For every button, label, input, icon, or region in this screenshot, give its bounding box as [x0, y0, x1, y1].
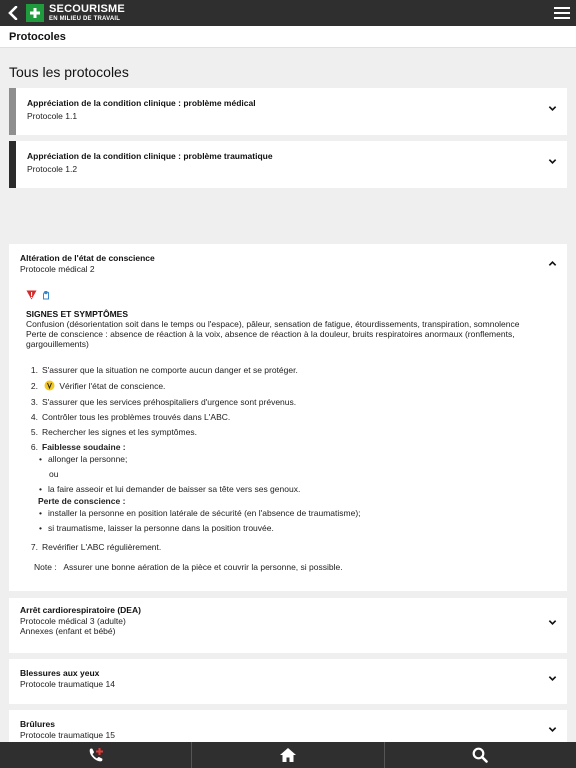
weakness-bullet-2: • la faire asseoir et lui demander de baisser sa tête vers ses genoux. [48, 484, 300, 494]
card-subtitle: Protocole médical 3 (adulte) [20, 616, 126, 626]
first-aid-logo-icon [26, 4, 44, 22]
weakness-or: ou [49, 469, 59, 479]
tab-home[interactable] [192, 742, 384, 768]
protocol-card-medical-3[interactable] [9, 598, 567, 653]
main-content[interactable] [0, 48, 576, 742]
protocol-card-medical-2[interactable] [9, 244, 567, 591]
card-subtitle: Protocole traumatique 14 [20, 679, 115, 689]
chevron-down-icon[interactable] [548, 104, 557, 113]
note-text: Assurer une bonne aération de la pièce et couvrir la personne, si possible. [63, 562, 343, 572]
card-title: Brûlures [20, 719, 55, 729]
signs-heading: SIGNES ET SYMPTÔMES [26, 309, 129, 319]
card-subtitle: Protocole traumatique 15 [20, 730, 115, 740]
chevron-up-icon[interactable] [548, 259, 557, 268]
brand-title: SECOURISME [49, 3, 125, 15]
warning-triangle-icon [26, 290, 37, 300]
tab-emergency-call[interactable] [0, 742, 192, 768]
card-accent [9, 88, 16, 135]
badges [26, 290, 51, 300]
weakness-bullet-1: • allonger la personne; [48, 454, 127, 464]
step-7: 7. Revérifier L'ABC régulièrement. [30, 542, 162, 552]
chevron-down-icon[interactable] [548, 618, 557, 627]
loss-bullet-2: • si traumatisme, laisser la personne dans la position trouvée. [48, 523, 274, 533]
consciousness-check-icon [44, 380, 55, 391]
chevron-down-icon[interactable] [548, 725, 557, 734]
card-subtitle: Protocole médical 2 [20, 264, 95, 274]
card-subtitle: Protocole 1.2 [27, 164, 78, 174]
signs-line: Confusion (désorientation soit dans le temps ou l'espace), pâleur, sensation de fatigue, étourdissements, transpiration, somnolence [26, 319, 520, 329]
card-title: Appréciation de la condition clinique : problème traumatique [27, 151, 273, 161]
step-1: 1. S'assurer que la situation ne comporte aucun danger et se protéger. [30, 365, 298, 375]
glove-icon [41, 290, 51, 300]
phone-plus-icon [87, 747, 105, 763]
top-bar [0, 0, 576, 26]
note-label: Note : [34, 562, 57, 572]
card-title: Appréciation de la condition clinique : problème médical [27, 98, 256, 108]
signs-line: Perte de conscience : absence de réaction à la voix, absence de réaction à la douleur, bruits respiratoires anormaux (ronflements, gargouillements) [26, 329, 515, 350]
step-6: 6. Faiblesse soudaine : [30, 442, 126, 452]
chevron-down-icon[interactable] [548, 157, 557, 166]
protocol-card-trauma-15[interactable] [9, 710, 567, 742]
search-icon [472, 747, 488, 763]
card-accent [9, 141, 16, 188]
tab-search[interactable] [385, 742, 576, 768]
page-header [0, 26, 576, 48]
step-4: 4. Contrôler tous les problèmes trouvés dans L'ABC. [30, 412, 231, 422]
protocol-card-trauma-14[interactable] [9, 659, 567, 704]
card-subtitle: Annexes (enfant et bébé) [20, 626, 116, 636]
card-subtitle: Protocole 1.1 [27, 111, 78, 121]
step-3: 3. S'assurer que les services préhospitaliers d'urgence sont prévenus. [30, 397, 297, 407]
bottom-tab-bar [0, 742, 576, 768]
brand-subtitle: EN MILIEU DE TRAVAIL [49, 16, 121, 22]
menu-icon[interactable] [554, 5, 570, 21]
step-5: 5. Rechercher les signes et les symptômes. [30, 427, 197, 437]
protocol-card-1-1[interactable] [9, 88, 567, 135]
protocol-card-1-2[interactable] [9, 141, 567, 188]
page-title: Protocoles [9, 31, 66, 43]
card-title: Altération de l'état de conscience [20, 253, 155, 263]
chevron-down-icon[interactable] [548, 674, 557, 683]
note [34, 562, 343, 572]
loss-bullet-1: • installer la personne en position latérale de sécurité (en l'absence de traumatisme); [48, 508, 361, 518]
brand [49, 4, 125, 22]
chevron-left-icon [8, 6, 18, 20]
home-icon [279, 747, 297, 763]
section-title: Tous les protocoles [9, 64, 129, 80]
card-title: Blessures aux yeux [20, 668, 100, 678]
card-title: Arrêt cardiorespiratoire (DEA) [20, 605, 141, 615]
step-2: 2. Vérifier l'état de conscience. [30, 381, 166, 391]
back-button[interactable] [2, 0, 24, 26]
loss-heading: Perte de conscience : [38, 496, 126, 506]
signs-text [26, 319, 526, 350]
